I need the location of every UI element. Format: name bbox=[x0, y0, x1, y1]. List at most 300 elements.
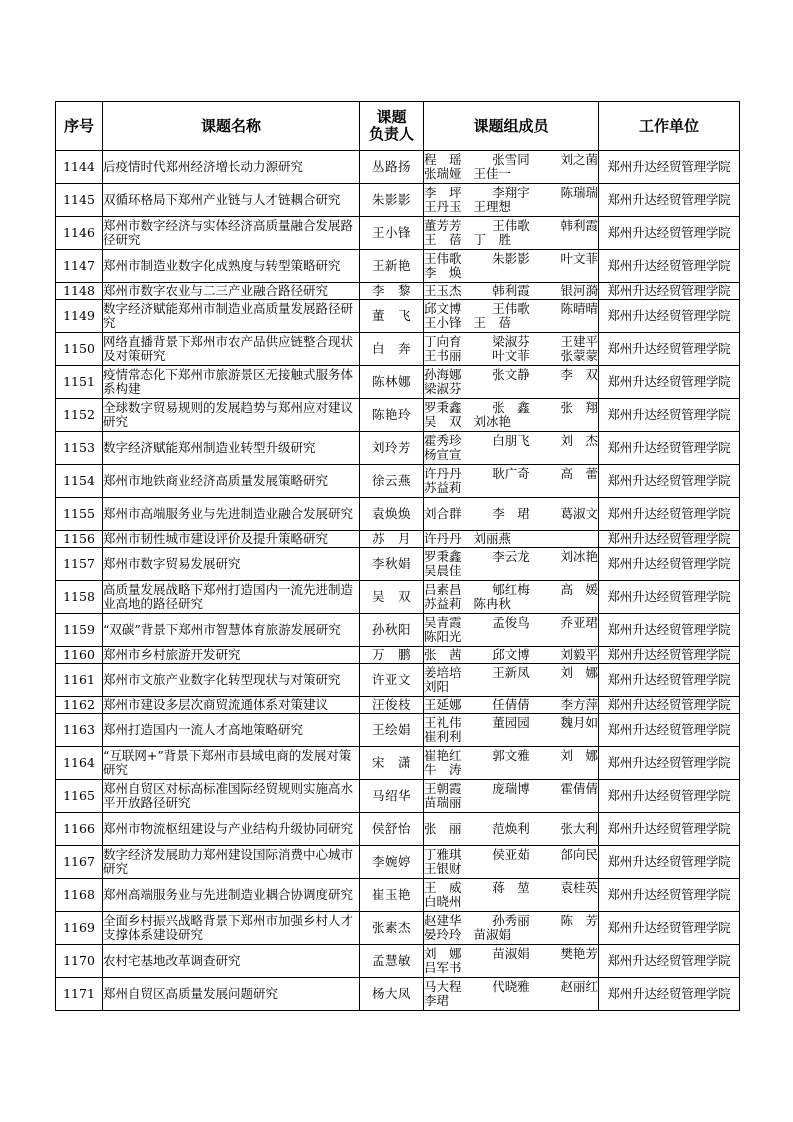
row-members bbox=[424, 846, 599, 879]
member-name: 崔艳红 bbox=[424, 748, 462, 763]
table-row bbox=[56, 366, 740, 399]
member-line bbox=[424, 763, 598, 777]
member-line bbox=[424, 448, 598, 462]
member-line bbox=[424, 401, 598, 415]
table-row bbox=[56, 912, 740, 945]
member-name: 叶文菲 bbox=[560, 251, 598, 266]
member-name: 董园园 bbox=[492, 715, 530, 730]
row-seq: 1156 bbox=[56, 531, 103, 548]
row-unit: 郑州升达经贸管理学院 bbox=[599, 945, 740, 978]
row-title bbox=[103, 432, 360, 465]
row-members bbox=[424, 780, 599, 813]
member-name: 王伟歌 bbox=[492, 218, 530, 233]
header-leader bbox=[360, 102, 424, 151]
row-title bbox=[103, 714, 360, 747]
member-line bbox=[424, 186, 598, 200]
table-row bbox=[56, 581, 740, 614]
row-title-text: “双碳”背景下郑州市智慧体育旅游发展研究 bbox=[103, 622, 341, 637]
member-name: 王伟歌 bbox=[492, 301, 530, 316]
member-name: 李 双 bbox=[560, 367, 598, 382]
member-line bbox=[424, 349, 598, 363]
member-name: 郭文雅 bbox=[492, 748, 530, 763]
member-line bbox=[424, 730, 598, 744]
row-title-text: 后疫情时代郑州经济增长动力源研究 bbox=[103, 159, 304, 174]
member-name: 霍倩倩 bbox=[560, 781, 598, 796]
row-seq: 1171 bbox=[56, 978, 103, 1011]
table-row bbox=[56, 714, 740, 747]
row-seq: 1145 bbox=[56, 184, 103, 217]
row-leader: 白 奔 bbox=[360, 333, 424, 366]
member-name: 李云龙 bbox=[492, 549, 530, 564]
row-leader: 王新艳 bbox=[360, 250, 424, 283]
member-name: 韩利霞 bbox=[492, 283, 530, 298]
row-seq: 1147 bbox=[56, 250, 103, 283]
member-name: 王银财 bbox=[424, 861, 462, 876]
row-seq: 1157 bbox=[56, 548, 103, 581]
member-name: 陈 芳 bbox=[560, 913, 598, 928]
member-name: 叶文菲 bbox=[492, 348, 530, 363]
table-row bbox=[56, 184, 740, 217]
row-title-text: 双循环格局下郑州产业链与人才链耦合研究 bbox=[103, 192, 341, 207]
table-row bbox=[56, 647, 740, 664]
table-row bbox=[56, 531, 740, 548]
member-name: 乔亚珺 bbox=[560, 615, 598, 630]
row-unit: 郑州升达经贸管理学院 bbox=[599, 399, 740, 432]
row-title-text: 郑州市地铁商业经济高质量发展策略研究 bbox=[103, 473, 329, 488]
row-title-text: 郑州市高端服务业与先进制造业融合发展研究 bbox=[103, 506, 354, 521]
member-name: 刘 娜 bbox=[424, 946, 462, 961]
row-members bbox=[424, 714, 599, 747]
header-title: 课题名称 bbox=[103, 102, 360, 151]
row-title bbox=[103, 614, 360, 647]
row-title bbox=[103, 250, 360, 283]
row-members bbox=[424, 813, 599, 846]
table-row bbox=[56, 151, 740, 184]
row-leader: 苏 月 bbox=[360, 531, 424, 548]
row-title bbox=[103, 945, 360, 978]
row-members bbox=[424, 432, 599, 465]
row-title-text: 郑州市建设多层次商贸流通体系对策建议 bbox=[103, 697, 329, 712]
row-members bbox=[424, 531, 599, 548]
member-name: 许丹丹 bbox=[424, 466, 462, 481]
member-line bbox=[424, 881, 598, 895]
member-name: 樊艳芳 bbox=[560, 946, 598, 961]
member-name: 张 翔 bbox=[560, 400, 598, 415]
member-name: 吴青霞 bbox=[424, 615, 462, 630]
member-line bbox=[424, 167, 598, 181]
row-title bbox=[103, 184, 360, 217]
member-name: 陈晴晴 bbox=[560, 301, 598, 316]
row-leader: 刘玲芳 bbox=[360, 432, 424, 465]
row-seq: 1155 bbox=[56, 498, 103, 531]
member-line bbox=[424, 961, 598, 975]
row-seq: 1162 bbox=[56, 697, 103, 714]
member-line bbox=[424, 219, 598, 233]
table-row bbox=[56, 780, 740, 813]
member-name: 苗淑娟 bbox=[473, 927, 512, 942]
row-title bbox=[103, 333, 360, 366]
member-name: 朱影影 bbox=[492, 251, 530, 266]
header-unit: 工作单位 bbox=[599, 102, 740, 151]
row-title bbox=[103, 300, 360, 333]
row-unit: 郑州升达经贸管理学院 bbox=[599, 846, 740, 879]
row-unit: 郑州升达经贸管理学院 bbox=[599, 333, 740, 366]
row-title bbox=[103, 465, 360, 498]
member-line bbox=[424, 630, 598, 644]
row-title-text: 全面乡村振兴战略背景下郑州市加强乡村人才支撑体系建设研究 bbox=[103, 913, 354, 942]
member-name: 张瑞娅 bbox=[424, 166, 462, 181]
member-name: 刘丽燕 bbox=[473, 531, 512, 546]
table-row bbox=[56, 465, 740, 498]
header-leader-line2: 负责人 bbox=[368, 125, 414, 143]
member-name: 王新凤 bbox=[492, 665, 530, 680]
row-members bbox=[424, 664, 599, 697]
project-table bbox=[55, 101, 740, 1011]
member-line bbox=[424, 895, 598, 909]
member-name: 李 坪 bbox=[424, 185, 462, 200]
row-title bbox=[103, 217, 360, 250]
row-seq: 1149 bbox=[56, 300, 103, 333]
member-line bbox=[424, 583, 598, 597]
row-unit: 郑州升达经贸管理学院 bbox=[599, 184, 740, 217]
row-leader: 孙秋阳 bbox=[360, 614, 424, 647]
table-row bbox=[56, 846, 740, 879]
row-title-text: 数字经济发展助力郑州建设国际消费中心城市研究 bbox=[103, 847, 354, 876]
row-seq: 1164 bbox=[56, 747, 103, 780]
member-name: 刘毅平 bbox=[560, 647, 598, 662]
member-name: 苏益莉 bbox=[424, 596, 462, 611]
row-seq: 1166 bbox=[56, 813, 103, 846]
member-line bbox=[424, 564, 598, 578]
row-title bbox=[103, 399, 360, 432]
row-seq: 1167 bbox=[56, 846, 103, 879]
member-name: 刘 娜 bbox=[560, 748, 598, 763]
row-title-text: 郑州市文旅产业数字化转型现状与对策研究 bbox=[103, 672, 341, 687]
member-line bbox=[424, 698, 598, 712]
row-leader: 吴 双 bbox=[360, 581, 424, 614]
row-title bbox=[103, 366, 360, 399]
member-name: 孙秀丽 bbox=[492, 913, 530, 928]
member-line bbox=[424, 233, 598, 247]
row-title-text: 郑州市制造业数字化成熟度与转型策略研究 bbox=[103, 258, 341, 273]
member-name: 晏玲玲 bbox=[424, 927, 462, 942]
row-title-text: 郑州市物流枢纽建设与产业结构升级协同研究 bbox=[103, 821, 354, 836]
member-name: 牛 涛 bbox=[424, 762, 462, 777]
row-leader: 丛路扬 bbox=[360, 151, 424, 184]
row-title-text: 郑州市数字经济与实体经济高质量融合发展路径研究 bbox=[103, 218, 354, 247]
member-line bbox=[424, 507, 598, 521]
row-seq: 1152 bbox=[56, 399, 103, 432]
row-title-text: 全球数字贸易规则的发展趋势与郑州应对建议研究 bbox=[103, 400, 354, 429]
member-name: 银河漪 bbox=[560, 283, 598, 298]
row-members bbox=[424, 399, 599, 432]
member-name: 高 蕾 bbox=[560, 466, 598, 481]
member-name: 赵建华 bbox=[424, 913, 462, 928]
member-line bbox=[424, 597, 598, 611]
row-members bbox=[424, 548, 599, 581]
member-line bbox=[424, 335, 598, 349]
row-members bbox=[424, 366, 599, 399]
row-title-text: 郑州自贸区高质量发展问题研究 bbox=[103, 986, 279, 1001]
member-line bbox=[424, 153, 598, 167]
member-name: 范焕利 bbox=[492, 821, 530, 836]
member-name: 吴晨佳 bbox=[424, 563, 462, 578]
member-name: 邱文博 bbox=[424, 301, 462, 316]
row-members bbox=[424, 697, 599, 714]
member-name: 李珺 bbox=[424, 993, 450, 1008]
member-line bbox=[424, 749, 598, 763]
row-leader: 李 黎 bbox=[360, 283, 424, 300]
row-seq: 1159 bbox=[56, 614, 103, 647]
row-seq: 1151 bbox=[56, 366, 103, 399]
member-name: 郃向民 bbox=[560, 847, 598, 862]
row-members bbox=[424, 879, 599, 912]
header-leader-line1: 课题 bbox=[376, 108, 407, 126]
member-line bbox=[424, 266, 598, 280]
row-title-text: 郑州自贸区对标高标准国际经贸规则实施高水平开放路径研究 bbox=[103, 781, 354, 810]
row-seq: 1170 bbox=[56, 945, 103, 978]
table-row bbox=[56, 945, 740, 978]
row-unit: 郑州升达经贸管理学院 bbox=[599, 300, 740, 333]
row-leader: 董 飞 bbox=[360, 300, 424, 333]
row-seq: 1161 bbox=[56, 664, 103, 697]
member-name: 陈阳光 bbox=[424, 629, 462, 644]
member-name: 侯亚茹 bbox=[492, 847, 530, 862]
row-title-text: 数字经济赋能郑州制造业转型升级研究 bbox=[103, 440, 316, 455]
row-title bbox=[103, 813, 360, 846]
row-members bbox=[424, 945, 599, 978]
row-members bbox=[424, 747, 599, 780]
member-name: 白晓州 bbox=[424, 894, 462, 909]
row-title-text: “互联网+”背景下郑州市县域电商的发展对策研究 bbox=[103, 748, 352, 777]
member-name: 王 威 bbox=[424, 880, 462, 895]
row-title-text: 郑州市乡村旅游开发研究 bbox=[103, 647, 241, 662]
member-name: 刘冰艳 bbox=[473, 414, 512, 429]
row-leader: 徐云燕 bbox=[360, 465, 424, 498]
table-row bbox=[56, 399, 740, 432]
member-name: 王书丽 bbox=[424, 348, 462, 363]
table-row bbox=[56, 697, 740, 714]
member-name: 李 焕 bbox=[424, 265, 462, 280]
member-name: 罗秉鑫 bbox=[424, 549, 462, 564]
row-title bbox=[103, 879, 360, 912]
row-unit: 郑州升达经贸管理学院 bbox=[599, 697, 740, 714]
row-unit: 郑州升达经贸管理学院 bbox=[599, 498, 740, 531]
member-name: 丁 胜 bbox=[473, 232, 512, 247]
row-title-text: 郑州市数字贸易发展研究 bbox=[103, 556, 241, 571]
row-title bbox=[103, 581, 360, 614]
row-leader: 李婉婷 bbox=[360, 846, 424, 879]
member-name: 魏月如 bbox=[560, 715, 598, 730]
row-title bbox=[103, 498, 360, 531]
row-seq: 1158 bbox=[56, 581, 103, 614]
row-seq: 1154 bbox=[56, 465, 103, 498]
member-name: 陈冉秋 bbox=[473, 596, 512, 611]
member-line bbox=[424, 284, 598, 298]
member-name: 苗淑娟 bbox=[492, 946, 530, 961]
member-name: 庞瑞博 bbox=[492, 781, 530, 796]
row-unit: 郑州升达经贸管理学院 bbox=[599, 465, 740, 498]
member-line bbox=[424, 914, 598, 928]
table-row bbox=[56, 283, 740, 300]
row-members bbox=[424, 250, 599, 283]
row-title-text: 农村宅基地改革调查研究 bbox=[103, 953, 241, 968]
row-unit: 郑州升达经贸管理学院 bbox=[599, 747, 740, 780]
member-name: 王丹玉 bbox=[424, 199, 462, 214]
member-line bbox=[424, 316, 598, 330]
table-row bbox=[56, 300, 740, 333]
member-name: 张文静 bbox=[492, 367, 530, 382]
row-title bbox=[103, 912, 360, 945]
row-members bbox=[424, 912, 599, 945]
member-line bbox=[424, 382, 598, 396]
member-name: 梁淑芬 bbox=[492, 334, 530, 349]
table-row bbox=[56, 333, 740, 366]
row-seq: 1165 bbox=[56, 780, 103, 813]
row-title-text: 郑州打造国内一流人才高地策略研究 bbox=[103, 722, 304, 737]
row-unit: 郑州升达经贸管理学院 bbox=[599, 879, 740, 912]
row-members bbox=[424, 614, 599, 647]
member-name: 吕素昌 bbox=[424, 582, 462, 597]
row-leader: 宋 潇 bbox=[360, 747, 424, 780]
row-title bbox=[103, 531, 360, 548]
member-name: 张 鑫 bbox=[492, 400, 530, 415]
member-line bbox=[424, 928, 598, 942]
member-line bbox=[424, 302, 598, 316]
row-title bbox=[103, 151, 360, 184]
row-title bbox=[103, 647, 360, 664]
row-unit: 郑州升达经贸管理学院 bbox=[599, 647, 740, 664]
member-line bbox=[424, 862, 598, 876]
row-leader: 朱影影 bbox=[360, 184, 424, 217]
member-name: 王延娜 bbox=[424, 697, 462, 712]
table-row bbox=[56, 813, 740, 846]
member-name: 韩利霞 bbox=[560, 218, 598, 233]
member-line bbox=[424, 481, 598, 495]
row-title-text: 疫情常态化下郑州市旅游景区无接触式服务体系构建 bbox=[103, 367, 354, 396]
member-name: 李方萍 bbox=[560, 697, 598, 712]
member-line bbox=[424, 716, 598, 730]
row-members bbox=[424, 217, 599, 250]
member-line bbox=[424, 648, 598, 662]
member-name: 任倩倩 bbox=[492, 697, 530, 712]
member-name: 王 蓓 bbox=[424, 232, 462, 247]
row-leader: 崔玉艳 bbox=[360, 879, 424, 912]
member-line bbox=[424, 796, 598, 810]
member-name: 崔利利 bbox=[424, 729, 462, 744]
member-name: 葛淑文 bbox=[560, 506, 598, 521]
row-unit: 郑州升达经贸管理学院 bbox=[599, 432, 740, 465]
row-title bbox=[103, 747, 360, 780]
header-members: 课题组成员 bbox=[424, 102, 599, 151]
member-line bbox=[424, 848, 598, 862]
row-seq: 1153 bbox=[56, 432, 103, 465]
member-line bbox=[424, 947, 598, 961]
member-line bbox=[424, 980, 598, 994]
member-name: 董芳芳 bbox=[424, 218, 462, 233]
row-members bbox=[424, 184, 599, 217]
row-unit: 郑州升达经贸管理学院 bbox=[599, 714, 740, 747]
row-title-text: 郑州高端服务业与先进制造业耦合协调度研究 bbox=[103, 887, 354, 902]
table-row bbox=[56, 747, 740, 780]
member-line bbox=[424, 822, 598, 836]
row-title bbox=[103, 664, 360, 697]
row-unit: 郑州升达经贸管理学院 bbox=[599, 151, 740, 184]
member-name: 梁淑芬 bbox=[424, 381, 462, 396]
row-leader: 李秋娟 bbox=[360, 548, 424, 581]
member-name: 王建平 bbox=[560, 334, 598, 349]
member-name: 王礼伟 bbox=[424, 715, 462, 730]
member-line bbox=[424, 666, 598, 680]
member-name: 丁向育 bbox=[424, 334, 462, 349]
member-line bbox=[424, 368, 598, 382]
row-unit: 郑州升达经贸管理学院 bbox=[599, 581, 740, 614]
member-name: 姜培培 bbox=[424, 665, 462, 680]
row-title-text: 数字经济赋能郑州市制造业高质量发展路径研究 bbox=[103, 301, 354, 330]
member-name: 李 珺 bbox=[492, 506, 530, 521]
row-unit: 郑州升达经贸管理学院 bbox=[599, 813, 740, 846]
member-name: 吴 双 bbox=[424, 414, 462, 429]
member-line bbox=[424, 782, 598, 796]
member-line bbox=[424, 532, 598, 546]
member-name: 刘阳 bbox=[424, 679, 450, 694]
row-title bbox=[103, 978, 360, 1011]
row-seq: 1169 bbox=[56, 912, 103, 945]
member-line bbox=[424, 994, 598, 1008]
row-members bbox=[424, 283, 599, 300]
table-body bbox=[56, 151, 740, 1011]
member-name: 罗秉鑫 bbox=[424, 400, 462, 415]
member-name: 张雪同 bbox=[492, 152, 530, 167]
row-members bbox=[424, 465, 599, 498]
member-name: 孙海娜 bbox=[424, 367, 462, 382]
member-name: 张 丽 bbox=[424, 821, 462, 836]
member-line bbox=[424, 467, 598, 481]
header-seq: 序号 bbox=[56, 102, 103, 151]
table-row bbox=[56, 978, 740, 1011]
member-name: 李翔宇 bbox=[492, 185, 530, 200]
row-title-text: 高质量发展战略下郑州打造国内一流先进制造业高地的路径研究 bbox=[103, 582, 354, 611]
member-line bbox=[424, 434, 598, 448]
row-unit: 郑州升达经贸管理学院 bbox=[599, 531, 740, 548]
table-row bbox=[56, 614, 740, 647]
member-name: 白朋飞 bbox=[492, 433, 530, 448]
member-name: 王小锋 bbox=[424, 315, 462, 330]
row-title-text: 郑州市韧性城市建设评价及提升策略研究 bbox=[103, 531, 329, 546]
member-name: 代晓雅 bbox=[492, 979, 530, 994]
row-unit: 郑州升达经贸管理学院 bbox=[599, 250, 740, 283]
row-leader: 孟慧敏 bbox=[360, 945, 424, 978]
table-row bbox=[56, 498, 740, 531]
row-leader: 陈林娜 bbox=[360, 366, 424, 399]
member-name: 陈瑞瑞 bbox=[560, 185, 598, 200]
row-leader: 张素杰 bbox=[360, 912, 424, 945]
row-title bbox=[103, 283, 360, 300]
member-name: 苏益莉 bbox=[424, 480, 462, 495]
row-title bbox=[103, 697, 360, 714]
member-name: 王伟歌 bbox=[424, 251, 462, 266]
row-leader: 袁焕焕 bbox=[360, 498, 424, 531]
member-line bbox=[424, 680, 598, 694]
member-name: 蒋 堃 bbox=[492, 880, 530, 895]
member-name: 杨宣宣 bbox=[424, 447, 462, 462]
member-name: 刘合群 bbox=[424, 506, 462, 521]
row-title bbox=[103, 780, 360, 813]
row-leader: 侯舒怡 bbox=[360, 813, 424, 846]
member-name: 王玉杰 bbox=[424, 283, 462, 298]
row-seq: 1144 bbox=[56, 151, 103, 184]
member-name: 张 茜 bbox=[424, 647, 462, 662]
